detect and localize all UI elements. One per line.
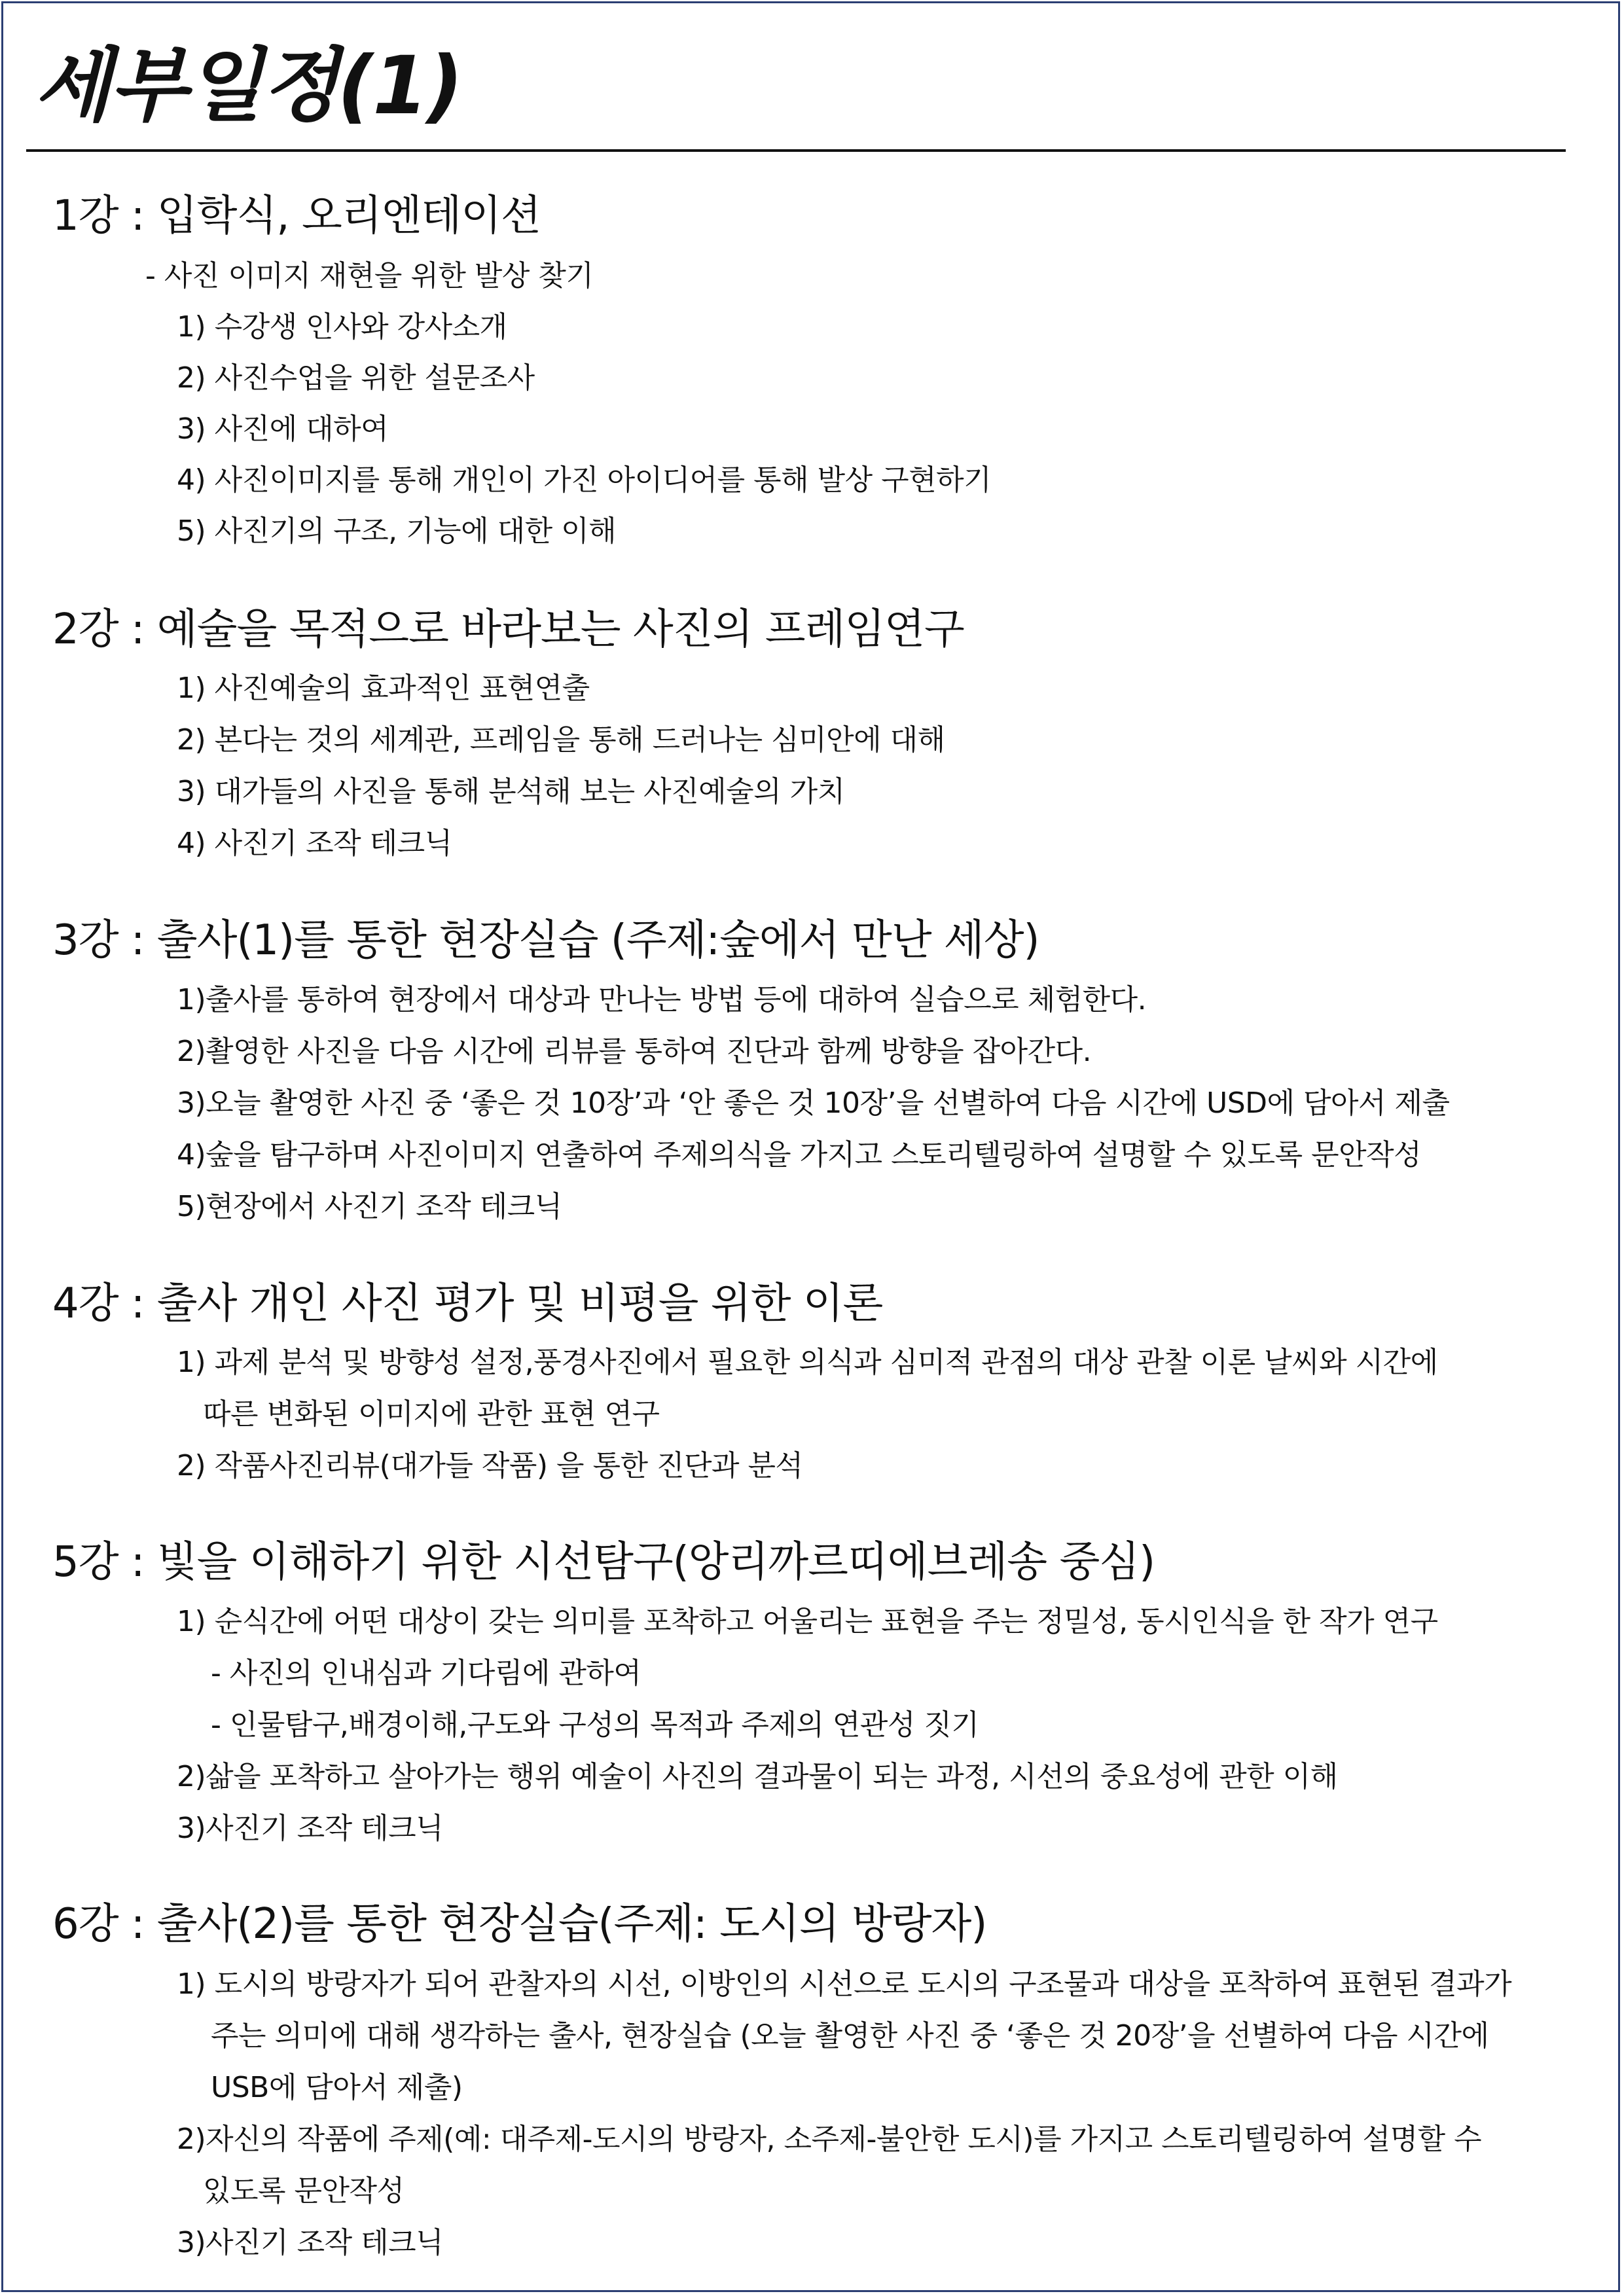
title-underline — [26, 149, 1566, 152]
lesson-1-line: 1) 수강생 인사와 강사소개 — [177, 310, 507, 344]
lesson-3-line: 5)현장에서 사진기 조작 테크닉 — [177, 1190, 562, 1223]
lesson-2-heading: 2강 : 예술을 목적으로 바라보는 사진의 프레임연구 — [52, 605, 964, 654]
lesson-6-line: 주는 의미에 대해 생각하는 출사, 현장실습 (오늘 촬영한 사진 중 ‘좋은 것 20장’을 선별하여 다음 시간에 — [211, 2019, 1489, 2053]
lesson-5-line: 2)삶을 포착하고 살아가는 행위 예술이 사진의 결과물이 되는 과정, 시선의 중요성에 관한 이해 — [177, 1760, 1338, 1793]
lesson-4-heading: 4강 : 출사 개인 사진 평가 및 비평을 위한 이론 — [52, 1280, 883, 1328]
lesson-2-line: 1) 사진예술의 효과적인 표현연출 — [177, 672, 590, 705]
lesson-1-line: - 사진 이미지 재현을 위한 발상 찾기 — [145, 259, 594, 293]
lesson-5-line: - 인물탐구,배경이해,구도와 구성의 목적과 주제의 연관성 짓기 — [211, 1708, 979, 1742]
lesson-2-line: 4) 사진기 조작 테크닉 — [177, 827, 452, 860]
lesson-4-line: 2) 작품사진리뷰(대가들 작품) 을 통한 진단과 분석 — [177, 1449, 803, 1482]
lesson-6-line: 있도록 문안작성 — [203, 2174, 405, 2208]
lesson-5-line: 1) 순식간에 어떤 대상이 갖는 의미를 포착하고 어울리는 표현을 주는 정밀성, 동시인식을 한 작가 연구 — [177, 1605, 1438, 1638]
lesson-1-line: 4) 사진이미지를 통해 개인이 가진 아이디어를 통해 발상 구현하기 — [177, 463, 992, 497]
lesson-5-line: - 사진의 인내심과 기다림에 관하여 — [211, 1657, 641, 1690]
lesson-1-line: 3) 사진에 대하여 — [177, 412, 389, 446]
lesson-5-heading: 5강 : 빛을 이해하기 위한 시선탐구(앙리까르띠에브레송 중심) — [52, 1538, 1155, 1587]
lesson-4-line: 따른 변화된 이미지에 관한 표현 연구 — [203, 1397, 660, 1431]
lesson-6-heading: 6강 : 출사(2)를 통한 현장실습(주제: 도시의 방랑자) — [52, 1900, 987, 1948]
lesson-6-line: 3)사진기 조작 테크닉 — [177, 2226, 444, 2259]
lesson-3-line: 2)촬영한 사진을 다음 시간에 리뷰를 통하여 진단과 함께 방향을 잡아간다. — [177, 1035, 1092, 1068]
lesson-6-line: 2)자신의 작품에 주제(예: 대주제-도시의 방랑자, 소주제-불안한 도시)를 가지고 스토리텔링하여 설명할 수 — [177, 2123, 1482, 2156]
lesson-1-line: 5) 사진기의 구조, 기능에 대한 이해 — [177, 514, 617, 548]
lesson-1-heading: 1강 : 입학식, 오리엔테이션 — [52, 192, 541, 240]
lesson-3-line: 3)오늘 촬영한 사진 중 ‘좋은 것 10장’과 ‘안 좋은 것 10장’을 선별하여 다음 시간에 USD에 담아서 제출 — [177, 1086, 1450, 1120]
lesson-2-line: 2) 본다는 것의 세계관, 프레임을 통해 드러나는 심미안에 대해 — [177, 723, 945, 757]
lesson-6-line: USB에 담아서 제출) — [211, 2071, 463, 2104]
lesson-6-line: 1) 도시의 방랑자가 되어 관찰자의 시선, 이방인의 시선으로 도시의 구조물과 대상을 포착하여 표현된 결과가 — [177, 1967, 1512, 2001]
lesson-1-line: 2) 사진수업을 위한 설문조사 — [177, 361, 535, 395]
lesson-2-line: 3) 대가들의 사진을 통해 분석해 보는 사진예술의 가치 — [177, 775, 845, 808]
lesson-3-heading: 3강 : 출사(1)를 통한 현장실습 (주제:숲에서 만난 세상) — [52, 916, 1039, 965]
document-title: 세부일정(1) — [34, 39, 462, 132]
lesson-3-line: 4)숲을 탐구하며 사진이미지 연출하여 주제의식을 가지고 스토리텔링하여 설명할 수 있도록 문안작성 — [177, 1138, 1422, 1172]
lesson-3-line: 1)출사를 통하여 현장에서 대상과 만나는 방법 등에 대하여 실습으로 체험한다. — [177, 983, 1147, 1016]
lesson-5-line: 3)사진기 조작 테크닉 — [177, 1812, 444, 1845]
lesson-4-line: 1) 과제 분석 및 방향성 설정,풍경사진에서 필요한 의식과 심미적 관점의 대상 관찰 이론 날씨와 시간에 — [177, 1346, 1438, 1379]
